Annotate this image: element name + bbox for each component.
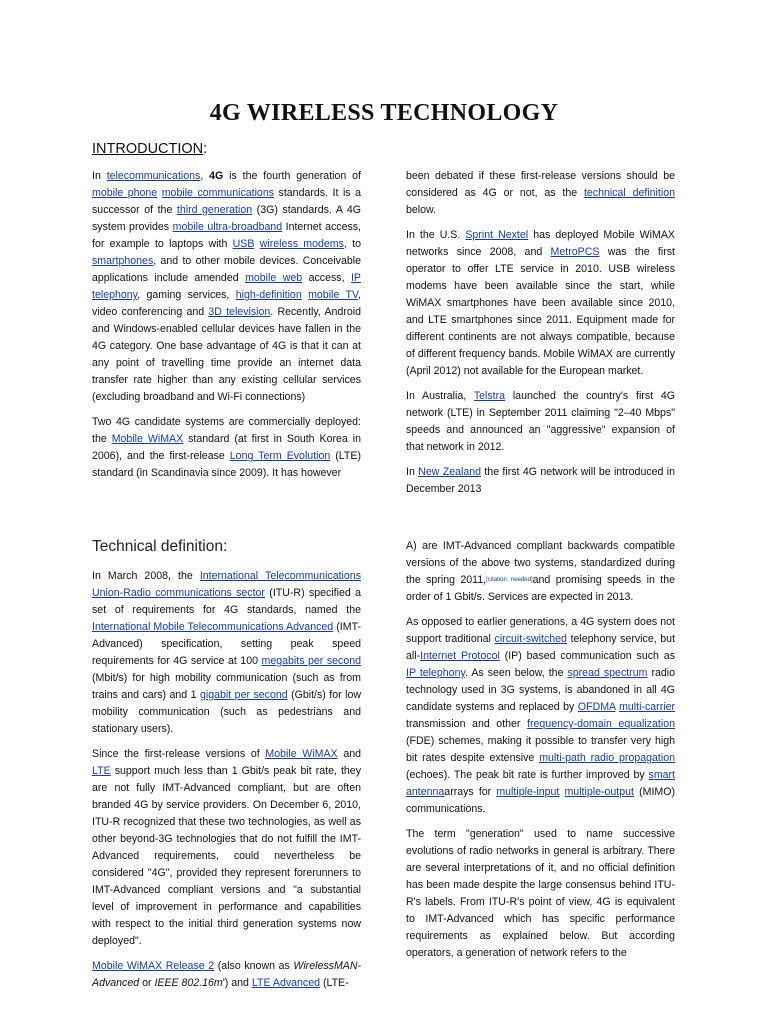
link-ofdma[interactable]: OFDMA	[577, 701, 616, 713]
tech-paragraph-6: The term "generation" used to name successive evolutions of radio networks in general is arbitrary. There are several interpretations of it, and no official definition has been made despite the large consensus behind ITU-R's labels. From ITU-R's point of view, 4G is equivalent to IMT-Advanced which has specific performance requirements as explained below. But according operators, a generation of network refers to the	[406, 828, 675, 959]
technical-definition-heading: Technical definition:	[92, 538, 228, 555]
link-mobile-phone[interactable]: mobile phone	[92, 187, 158, 199]
link-imt-advanced[interactable]: International Mobile Telecommunications Advanced	[92, 621, 334, 633]
tech-paragraph-4: A) are IMT-Advanced compliant backwards compatible versions of the above two systems, standardized during the spring 2011,[citation needed]and promising speeds in the order of 1 Gbit/s. Services are expected in 2013.	[406, 540, 675, 603]
introduction-heading-colon: :	[203, 141, 208, 157]
tech-paragraph-3: Mobile WiMAX Release 2 (also known as WirelessMAN-Advanced or IEEE 802.16m') and LTE Advanced (LTE-	[92, 960, 362, 989]
tech-left-column	[92, 568, 361, 1000]
introduction-heading	[92, 141, 207, 157]
link-frequency-domain-equalization[interactable]: frequency-domain equalization	[527, 718, 675, 730]
link-telstra[interactable]: Telstra	[473, 390, 506, 402]
link-gigabit-per-second[interactable]: gigabit per second	[200, 689, 288, 701]
link-metropcs[interactable]: MetroPCS	[550, 246, 600, 258]
link-lte[interactable]: LTE	[92, 765, 111, 777]
intro-paragraph-4: In the U.S. Sprint Nextel has deployed Mobile WiMAX networks since 2008, and MetroPCS was the first operator to offer LTE service in 2010. USB wireless modems have been available since the start, while WiMAX smartphones have been available since 2010, and LTE smartphones since 2011. Equipment made for different continents are not always compatible, because of different frequency bands. Mobile WiMAX are currently (April 2012) not available for the European market.	[406, 229, 675, 377]
link-mobile-communications[interactable]: mobile communications	[161, 187, 275, 199]
link-circuit-switched[interactable]: circuit-switched	[494, 633, 567, 645]
page-title: 4G WIRELESS TECHNOLOGY	[209, 100, 559, 126]
link-long-term-evolution[interactable]: Long Term Evolution	[229, 450, 331, 462]
link-high-definition[interactable]: high-definition	[235, 289, 302, 301]
intro-paragraph-6: In New Zealand the first 4G network will be introduced in December 2013	[406, 466, 676, 495]
link-wireless-modems[interactable]: wireless modems	[259, 238, 344, 250]
intro-left-column	[92, 168, 361, 490]
link-sprint-nextel[interactable]: Sprint Nextel	[465, 229, 529, 241]
link-multi-carrier[interactable]: multi-carrier	[619, 701, 675, 713]
tech-paragraph-1: In March 2008, the International Telecommunications Union-Radio communications sector (ITU-R) specified a set of requirements for 4G standards, named the International Mobile Telecommunications Advanced (IMT-Advanced) specification, setting peak speed requirements for 4G service at 100 megabits per second (Mbit/s) for high mobility communication (such as from trains and cars) and 1 gigabit per second (Gbit/s) for low mobility communication (such as pedestrians and stationary users).	[92, 570, 361, 735]
link-third-generation[interactable]: third generation	[176, 204, 253, 216]
link-smartphones[interactable]: smartphones	[92, 255, 154, 267]
link-new-zealand[interactable]: New Zealand	[418, 466, 482, 478]
link-multiple-output[interactable]: multiple-output	[564, 786, 634, 798]
link-multiple-input[interactable]: multiple-input	[496, 786, 560, 798]
link-mobile-tv[interactable]: mobile TV	[308, 289, 359, 301]
intro-paragraph-5: In Australia, Telstra launched the country's first 4G network (LTE) in September 2011 claiming "2–40 Mbps" speeds and announced an "aggressive" expansion of that network in 2012.	[406, 390, 676, 453]
link-usb[interactable]: USB	[232, 238, 255, 250]
link-mobile-web[interactable]: mobile web	[245, 272, 303, 284]
link-megabits-per-second[interactable]: megabits per second	[261, 655, 361, 667]
link-lte-advanced[interactable]: LTE Advanced	[251, 977, 320, 989]
tech-paragraph-2: Since the first-release versions of Mobile WiMAX and LTE support much less than 1 Gbit/s peak bit rate, they are not fully IMT-Advanced compliant, but are often branded 4G by service providers. On December 6, 2010, ITU-R recognized that these two technologies, as well as other beyond-3G technologies that do not fulfill the IMT-Advanced requirements, could nevertheless be considered "4G", provided they represent forerunners to IMT-Advanced compliant versions and "a substantial level of improvement in performance and capabilities with respect to the initial third generation systems now deployed".	[92, 748, 361, 947]
introduction-heading-text: INTRODUCTION	[92, 141, 204, 157]
link-multi-path-radio-propagation[interactable]: multi-path radio propagation	[539, 752, 675, 764]
link-itu-r[interactable]: International Telecommunications Union-Radio communications sector	[92, 570, 361, 599]
link-internet-protocol[interactable]: Internet Protocol	[420, 650, 500, 662]
link-mobile-wimax[interactable]: Mobile WiMAX	[111, 433, 184, 445]
intro-paragraph-2: Two 4G candidate systems are commercially deployed: the Mobile WiMAX standard (at first in South Korea in 2006), and the first-release Long Term Evolution (LTE) standard (in Scandinavia since 2009). It has however	[92, 416, 361, 479]
tech-paragraph-5: As opposed to earlier generations, a 4G system does not support traditional circuit-switched telephony service, but all-Internet Protocol (IP) based communication such as IP telephony. As seen below, the spread spectrum radio technology used in 3G systems, is abandoned in all 4G candidate systems and replaced by OFDMA multi-carrier transmission and other frequency-domain equalization (FDE) schemes, making it possible to transfer very high bit rates despite extensive multi-path radio propagation (echoes). The peak bit rate is further improved by smart antennaarrays for multiple-input multiple-output (MIMO) communications.	[406, 616, 676, 815]
intro-paragraph-3: been debated if these first-release versions should be considered as 4G or not, as the technical definition below.	[406, 170, 675, 216]
intro-paragraph-1: In telecommunications, 4G is the fourth generation of mobile phone mobile communications standards. It is a successor of the third generation (3G) standards. A 4G system provides mobile ultra-broadband Internet access, for example to laptops with USB wireless modems, to smartphones, and to other mobile devices. Conceivable applications include amended mobile web access, IP telephony, gaming services, high-definition mobile TV, video conferencing and 3D television. Recently, Android and Windows-enabled cellular devices have fallen in the 4G category. One base advantage of 4G is that it can at any point of travelling time provide an internet data transfer rate higher than any existing cellular services (excluding broadband and Wi-Fi connections)	[92, 170, 362, 403]
intro-right-column	[406, 168, 675, 506]
link-mobile-ultra-broadband[interactable]: mobile ultra-broadband	[172, 221, 283, 233]
link-ip-telephony[interactable]: IP telephony	[92, 272, 361, 301]
link-ip-telephony-2[interactable]: IP telephony	[406, 667, 465, 679]
tech-right-column	[406, 538, 675, 970]
link-mobile-wimax-release-2[interactable]: Mobile WiMAX Release 2	[92, 960, 215, 972]
citation-needed-link[interactable]: [citation needed]	[486, 577, 533, 583]
link-mobile-wimax-2[interactable]: Mobile WiMAX	[265, 748, 338, 760]
link-technical-definition[interactable]: technical definition	[583, 187, 675, 199]
link-telecommunications[interactable]: telecommunications	[106, 170, 201, 182]
link-spread-spectrum[interactable]: spread spectrum	[567, 667, 648, 679]
link-3d-television[interactable]: 3D television	[208, 306, 271, 318]
link-smart-antenna[interactable]: smart antenna	[406, 769, 675, 798]
